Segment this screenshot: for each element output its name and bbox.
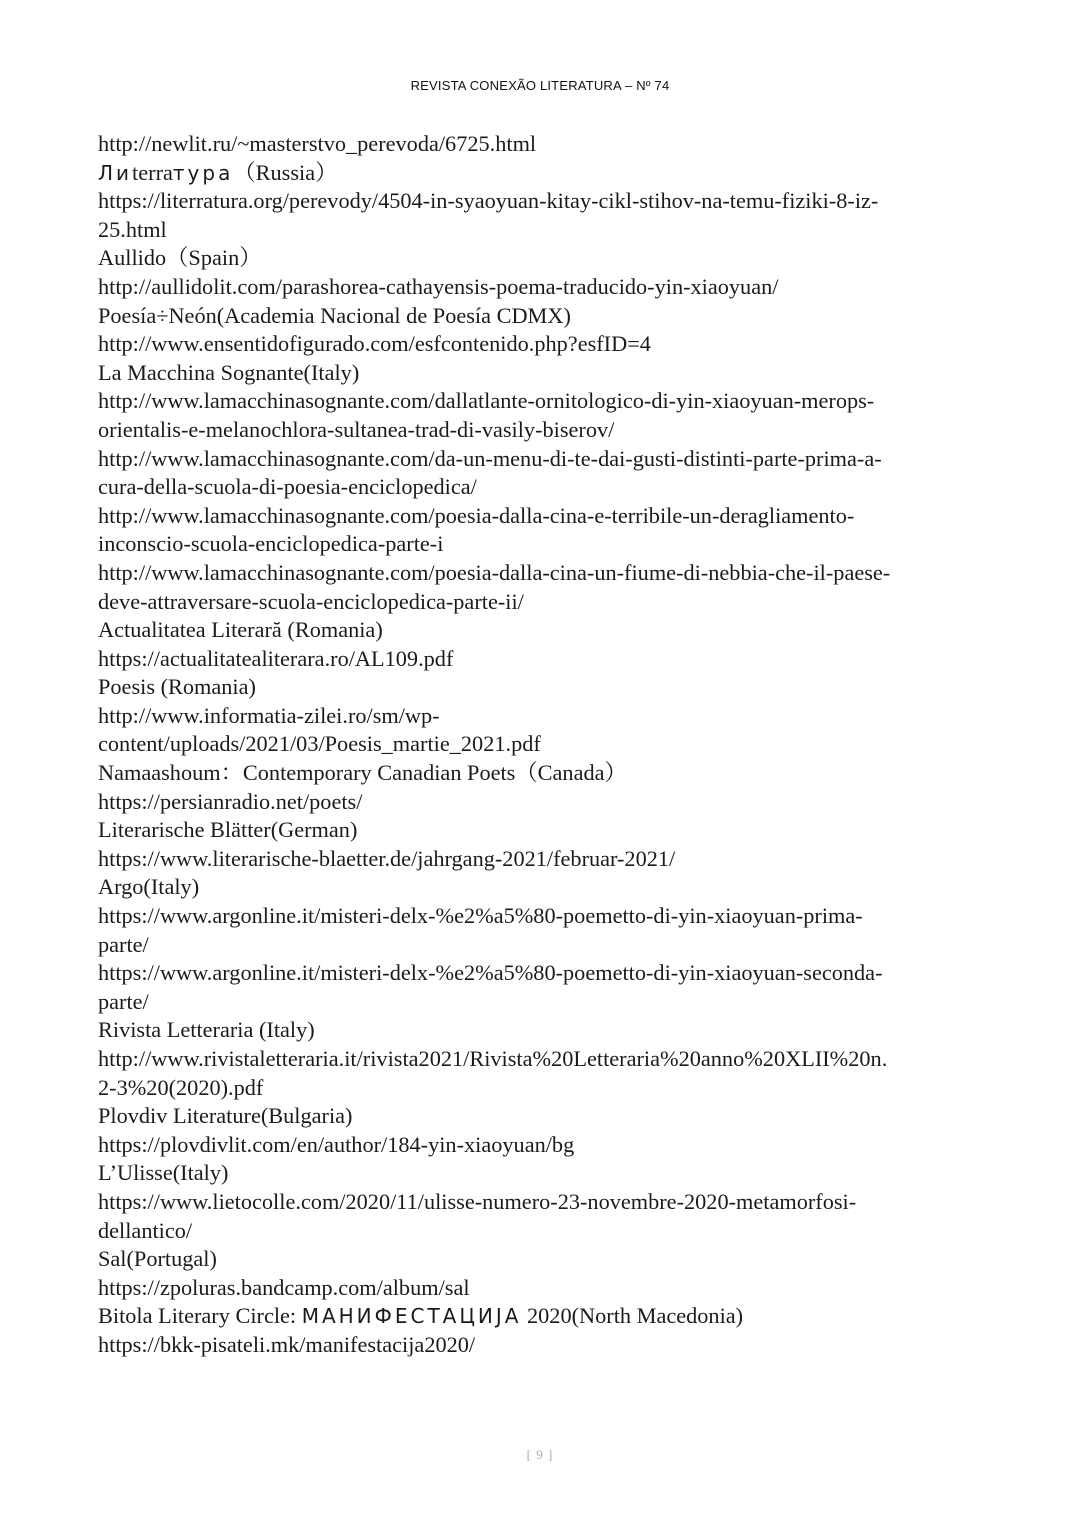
url-line[interactable]: https://plovdivlit.com/en/author/184-yin-xiaoyuan/bg [98,1131,575,1157]
cyrillic-text: Ли [98,160,133,185]
publication-name: Rivista Letteraria (Italy) [98,1017,315,1043]
publication-name: Namaashoum：Contemporary Canadian Poets（Canada） [98,760,627,786]
link-line[interactable] [98,902,988,959]
link-line[interactable] [98,959,988,1016]
document-body [98,130,988,1360]
url-line[interactable]: https://www.argonline.it/misteri-delx-%e2%a5%80-poemetto-di-yin-xiaoyuan-seconda- [98,960,883,986]
url-line[interactable]: https://actualitatealiterara.ro/AL109.pdf [98,645,454,671]
publication-name: Plovdiv Literature(Bulgaria) [98,1103,353,1129]
url-line[interactable]: http://www.rivistaletteraria.it/rivista2021/Rivista%20Letteraria%20anno%20XLII%20n. [98,1046,888,1071]
link-line[interactable] [98,1131,988,1160]
link-line[interactable] [98,273,988,302]
url-line[interactable]: http://www.lamacchinasognante.com/dallatlante-ornitologico-di-yin-xiaoyuan-merops- [98,388,875,414]
link-line[interactable] [98,330,988,359]
publication-name [98,1302,988,1331]
country-label: （Russia） [233,159,338,185]
url-line-continuation[interactable]: 25.html [98,216,167,242]
link-line[interactable] [98,645,988,674]
url-line[interactable]: http://aullidolit.com/parashorea-cathayensis-poema-traducido-yin-xiaoyuan/ [98,273,779,299]
link-line[interactable] [98,1188,988,1245]
url-line-continuation[interactable]: dellantico/ [98,1217,193,1243]
url-line[interactable]: https://www.lietocolle.com/2020/11/ulisse-numero-23-novembre-2020-metamorfosi- [98,1188,857,1214]
publication-name: L’Ulisse(Italy) [98,1160,229,1186]
url-line[interactable]: http://www.lamacchinasognante.com/poesia-dalla-cina-e-terribile-un-deragliamento- [98,502,855,528]
url-line-continuation[interactable]: content/uploads/2021/03/Poesis_martie_2021.pdf [98,731,541,757]
publication-name: Argo(Italy) [98,874,200,900]
url-line-continuation[interactable]: inconscio-scuola-enciclopedica-parte-i [98,531,444,557]
publication-name: Literarische Blätter(German) [98,817,358,843]
link-line[interactable] [98,845,988,874]
link-line[interactable] [98,788,988,817]
url-line[interactable]: http://www.lamacchinasognante.com/da-un-menu-di-te-dai-gusti-distinti-parte-prima-a- [98,445,882,471]
url-line[interactable]: https://www.argonline.it/misteri-delx-%e2%a5%80-poemetto-di-yin-xiaoyuan-prima- [98,903,863,929]
url-line-continuation[interactable]: orientalis-e-melanochlora-sultanea-trad-di-vasily-biserov/ [98,416,615,442]
publication-name: Aullido（Spain） [98,245,262,271]
publication-name: Poesía÷Neón(Academia Nacional de Poesía CDMX) [98,302,571,328]
cyrillic-text: МАНИФЕСТАЦИЈА [301,1304,522,1329]
publication-name: La Macchina Sognante(Italy) [98,359,360,385]
link-line[interactable] [98,1274,988,1303]
link-line[interactable] [98,702,988,759]
url-line[interactable]: https://www.literarische-blaetter.de/jahrgang-2021/februar-2021/ [98,845,676,871]
link-line[interactable] [98,1045,988,1102]
url-line[interactable]: https://bkk-pisateli.mk/manifestacija2020/ [98,1331,476,1357]
url-line[interactable]: http://www.ensentidofigurado.com/esfcontenido.php?esfID=4 [98,331,651,357]
publication-name: Actualitatea Literară (Romania) [98,617,383,643]
link-line[interactable] [98,445,988,502]
publication-name: Sal(Portugal) [98,1246,217,1272]
page-number: [ 9 ] [526,1447,554,1462]
link-line[interactable] [98,130,988,159]
url-line[interactable]: http://newlit.ru/~masterstvo_perevoda/6725.html [98,131,537,156]
link-line[interactable] [98,1331,988,1360]
url-line-continuation[interactable]: deve-attraversare-scuola-enciclopedica-parte-ii/ [98,588,524,614]
country-label: 2020(North Macedonia) [521,1303,744,1329]
url-line-continuation[interactable]: parte/ [98,988,149,1014]
link-line[interactable] [98,387,988,444]
link-line[interactable] [98,502,988,559]
link-line[interactable] [98,559,988,616]
cyrillic-text: тура [172,160,234,185]
url-line[interactable]: https://zpoluras.bandcamp.com/album/sal [98,1274,470,1300]
link-line[interactable] [98,187,988,244]
url-line[interactable]: http://www.lamacchinasognante.com/poesia-dalla-cina-un-fiume-di-nebbia-che-il-paese- [98,559,891,585]
page-header: REVISTA CONEXÃO LITERATURA – Nº 74 [410,78,670,93]
url-line-continuation[interactable]: 2-3%20(2020).pdf [98,1074,264,1100]
publication-name: Poesis (Romania) [98,674,256,700]
url-line[interactable]: https://literratura.org/perevody/4504-in-syaoyuan-kitay-cikl-stihov-na-temu-fiziki-8-iz- [98,188,879,214]
url-line-continuation[interactable]: cura-della-scuola-di-poesia-enciclopedica/ [98,474,477,500]
latin-text: terra [132,159,173,185]
publication-name [98,159,988,188]
url-line-continuation[interactable]: parte/ [98,931,149,957]
url-line[interactable]: http://www.informatia-zilei.ro/sm/wp- [98,702,440,728]
url-line[interactable]: https://persianradio.net/poets/ [98,788,363,814]
latin-text: Bitola Literary Circle: [98,1303,302,1329]
